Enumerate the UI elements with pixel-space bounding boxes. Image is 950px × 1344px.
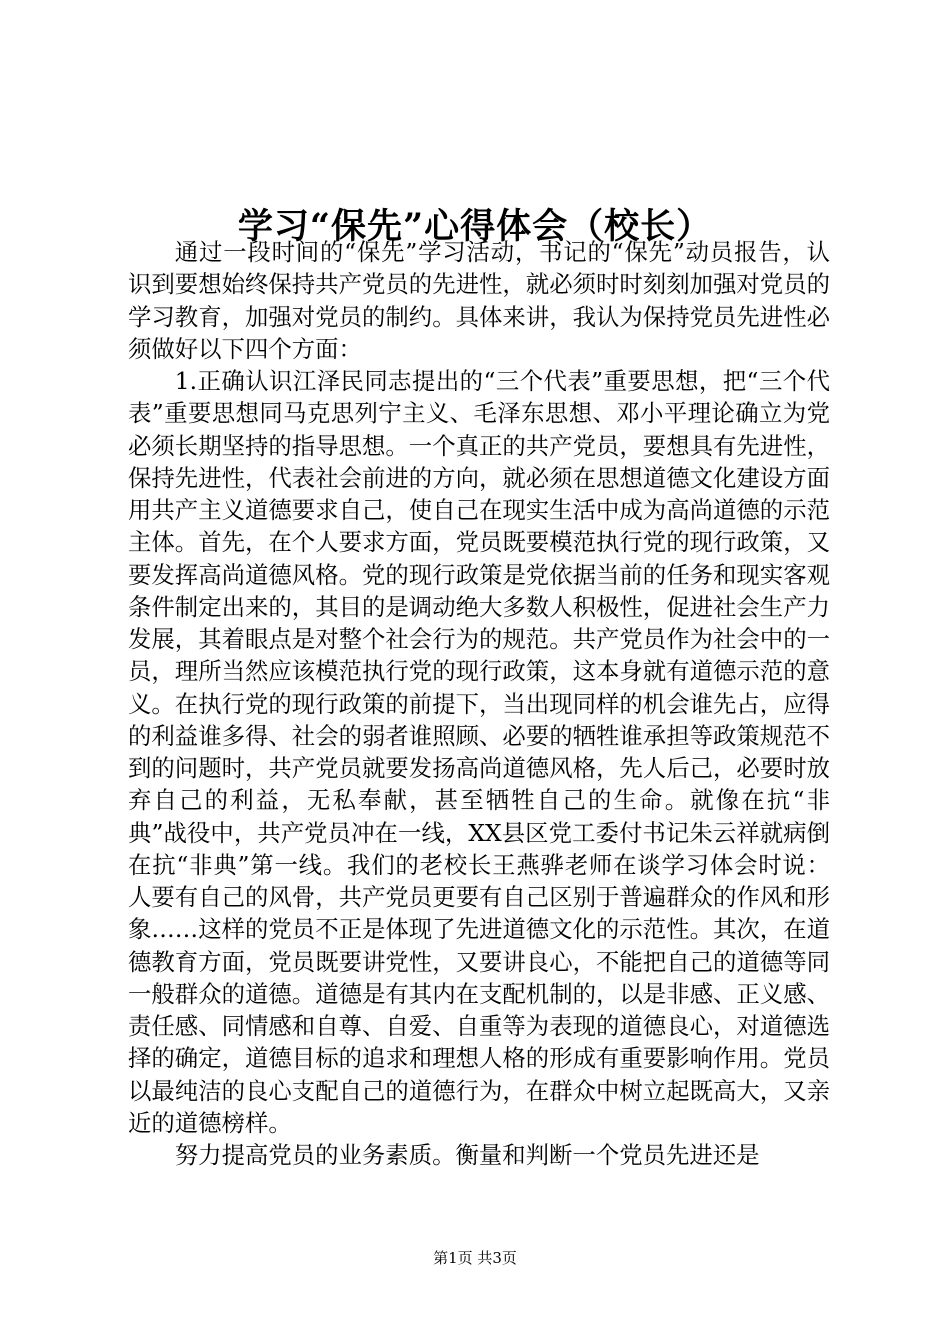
paragraph-intro: 通过一段时间的“保先”学习活动，书记的“保先”动员报告，认识到要想始终保持共产党员的先进性，就必须时时刻刻加强对党员的学习教育，加强对党员的制约。具体来讲，我认为保持党员先进性必须做好以下四个方面： (128, 238, 830, 363)
document-body (128, 236, 830, 1171)
paragraph-point-1: 1.正确认识江泽民同志提出的“三个代表”重要思想，把“三个代表”重要思想同马克思列宁主义、毛泽东思想、邓小平理论确立为党必须长期坚持的指导思想。一个真正的共产党员，要想具有先进性，保持先进性，代表社会前进的方向，就必须在思想道德文化建设方面用共产主义道德要求自己，使自己在现实生活中成为高尚道德的示范主体。首先，在个人要求方面，党员既要模范执行党的现行政策，又要发挥高尚道德风格。党的现行政策是党依据当前的任务和现实客观条件制定出来的，其目的是调动绝大多数人积极性，促进社会生产力发展，其着眼点是对整个社会行为的规范。共产党员作为社会中的一员，理所当然应该模范执行党的现行政策，这本身就有道德示范的意义。在执行党的现行政策的前提下，当出现同样的机会谁先占，应得的利益谁多得、社会的弱者谁照顾、必要的牺牲谁承担等政策规范不到的问题时，共产党员就要发扬高尚道德风格，先人后己，必要时放弃自己的利益，无私奉献，甚至牺牲自己的生命。就像在抗“非典”战役中，共产党员冲在一线，XX县区党工委付书记朱云祥就病倒在抗“非典”第一线。我们的老校长王燕骅老师在谈学习体会时说：人要有自己的风骨，共产党员更要有自己区别于普遍群众的作风和形象……这样的党员不正是体现了先进道德文化的示范性。其次，在道德教育方面，党员既要讲党性，又要讲良心，不能把自己的道德等同一般群众的道德。道德是有其内在支配机制的，以是非感、正义感、责任感、同情感和自尊、自爱、自重等为表现的道德良心，对道德选择的确定，道德目标的追求和理想人格的形成有重要影响作用。党员以最纯洁的良心支配自己的道德行为，在群众中树立起既高大，又亲近的道德榜样。 (128, 367, 830, 1137)
paragraph-point-2: 努力提高党员的业务素质。衡量和判断一个党员先进还是 (174, 1141, 760, 1169)
document-title: 学习“保先”心得体会（校长） (237, 206, 713, 248)
page-footer: 第1页 共3页 (433, 1249, 517, 1267)
